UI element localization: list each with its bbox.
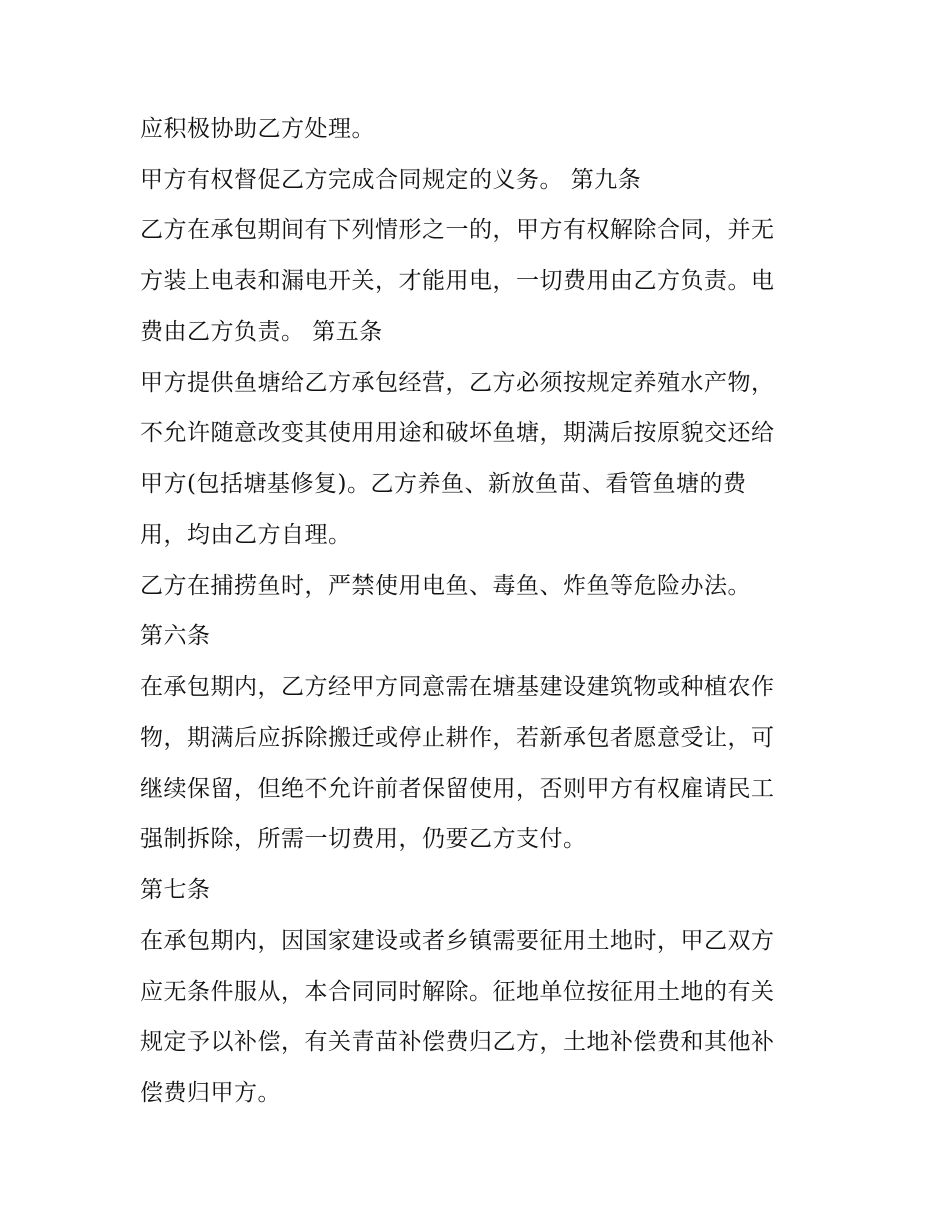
article-heading: 第六条 [140, 623, 211, 649]
text-line: 不允许随意改变其使用用途和破坏鱼塘，期满后按原貌交还给 [140, 420, 775, 446]
text-line: 偿费归甲方。 [140, 1080, 281, 1106]
text-line: 用，均由乙方自理。 [140, 522, 352, 548]
text-line: 乙方在承包期间有下列情形之一的，甲方有权解除合同，并无 [140, 217, 775, 243]
text-line: 在承包期内，因国家建设或者乡镇需要征用土地时，甲乙双方 [140, 928, 775, 954]
text-line: 甲方(包括塘基修复)。乙方养鱼、新放鱼苗、看管鱼塘的费 [140, 471, 747, 497]
text-line: 方装上电表和漏电开关，才能用电，一切费用由乙方负责。电 [140, 268, 775, 294]
text-line: 费由乙方负责。 第五条 [140, 319, 383, 345]
text-line: 物，期满后应拆除搬迁或停止耕作，若新承包者愿意受让，可 [140, 725, 775, 751]
text-line: 甲方提供鱼塘给乙方承包经营，乙方必须按规定养殖水产物， [140, 370, 775, 396]
text-line: 在承包期内，乙方经甲方同意需在塘基建设建筑物或种植农作 [140, 674, 775, 700]
text-line: 规定予以补偿，有关青苗补偿费归乙方，土地补偿费和其他补 [140, 1029, 775, 1055]
text-line: 应无条件服从，本合同同时解除。征地单位按征用土地的有关 [140, 979, 775, 1005]
text-line: 乙方在捕捞鱼时，严禁使用电鱼、毒鱼、炸鱼等危险办法。 [140, 573, 751, 599]
text-line: 强制拆除，所需一切费用，仍要乙方支付。 [140, 826, 587, 852]
text-line: 应积极协助乙方处理。 [140, 116, 375, 142]
article-heading: 第七条 [140, 877, 211, 903]
text-line: 继续保留，但绝不允许前者保留使用，否则甲方有权雇请民工 [140, 776, 775, 802]
text-line: 甲方有权督促乙方完成合同规定的义务。 第九条 [140, 167, 642, 193]
